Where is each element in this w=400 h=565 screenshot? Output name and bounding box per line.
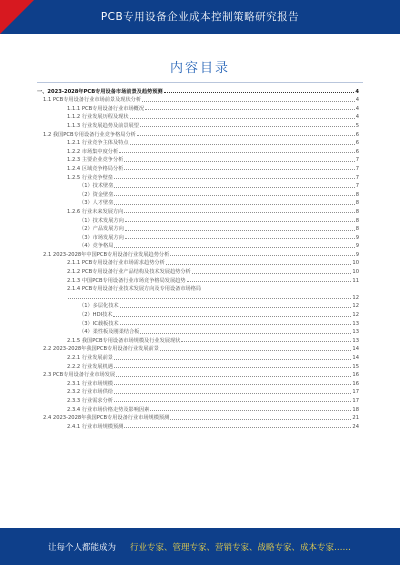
toc-dot-leader xyxy=(150,410,351,411)
toc-entry-title: （3）市场发展方向 xyxy=(79,234,124,241)
toc-entry-title: 2.3.2 行业市场供给 xyxy=(67,389,113,396)
toc-entry[interactable] xyxy=(37,361,359,370)
toc-entry-title: 1.2.1 行业竞争主体及特点 xyxy=(67,140,129,147)
toc-entry-title: （1）技术发展方向 xyxy=(79,217,124,224)
toc-entry-title: （1）多层化技术 xyxy=(79,303,119,310)
toc-entry[interactable] xyxy=(37,258,359,267)
toc-dot-leader xyxy=(116,376,351,377)
toc-dot-leader xyxy=(142,101,355,102)
toc-entry-title: 1.2.3 主要企业竞争分析 xyxy=(67,157,124,164)
toc-page-number: 10 xyxy=(352,260,359,267)
toc-dot-leader xyxy=(145,109,355,110)
toc-entry[interactable] xyxy=(37,370,359,379)
toc-entry[interactable] xyxy=(37,215,359,224)
toc-entry[interactable] xyxy=(37,224,359,233)
toc-page-number: 17 xyxy=(352,389,359,396)
toc-entry-title: 1.2.6 行业未来发展方向 xyxy=(67,208,124,215)
toc-entry[interactable] xyxy=(37,404,359,413)
toc-page-number: 8 xyxy=(355,217,359,224)
toc-page-number: 7 xyxy=(355,165,359,172)
toc-entry[interactable] xyxy=(37,103,359,112)
toc-entry-title: 2.4 2023-2028年我国PCB专用设备行业市场规模预测 xyxy=(43,415,170,422)
toc-entry[interactable] xyxy=(37,172,359,181)
toc-dot-leader xyxy=(181,341,351,342)
toc-entry-title: （2）产品发展方向 xyxy=(79,226,124,233)
toc-entry[interactable] xyxy=(37,241,359,250)
toc-page-number: 8 xyxy=(355,200,359,207)
toc-entry-title: （4）柔性板及刚柔结合板 xyxy=(79,329,140,336)
toc-page-number: 7 xyxy=(355,174,359,181)
toc-entry-title: 2.3 PCB专用设备行业市场发展 xyxy=(43,372,116,379)
toc-dot-leader xyxy=(114,359,351,360)
toc-page-number: 21 xyxy=(352,415,359,422)
toc-dot-leader xyxy=(130,118,355,119)
toc-dot-leader xyxy=(170,419,351,420)
toc-entry[interactable] xyxy=(37,318,359,327)
toc-entry[interactable] xyxy=(37,378,359,387)
toc-entry-title: 2.1.5 我国PCB专用设备市场规模及行业发展现状 xyxy=(67,337,181,344)
toc-dot-leader xyxy=(114,187,354,188)
toc-entry[interactable] xyxy=(37,146,359,155)
toc-entry-title: 2.3.4 行业市场价格走势及影响因素 xyxy=(67,406,150,413)
toc-entry[interactable] xyxy=(37,163,359,172)
toc-page-number: 6 xyxy=(355,131,359,138)
toc-page-number: 16 xyxy=(352,372,359,379)
toc-entry-title: 2.1.3 中国PCB专用设备行业市场竞争格局发展趋势 xyxy=(67,277,186,284)
toc-entry-title: 2.4.1 行业市场规模预测 xyxy=(67,423,124,430)
toc-entry[interactable] xyxy=(37,421,359,430)
toc-entry-title: 2.2 2023-2028年我国PCB专用设备行业发展前景 xyxy=(43,346,159,353)
toc-dot-leader xyxy=(124,161,354,162)
toc-page-number: 12 xyxy=(352,312,359,319)
toc-entry-title: 2.1.4 PCB专用设备行业技术发展方向及专用设备市场格局 xyxy=(67,286,202,293)
toc-entry[interactable] xyxy=(37,138,359,147)
toc-entry[interactable] xyxy=(37,344,359,353)
toc-dot-leader xyxy=(125,221,355,222)
toc-entry-title: 1.2.5 行业竞争壁垒 xyxy=(67,174,113,181)
toc-dot-leader xyxy=(114,195,354,196)
toc-page-number: 13 xyxy=(352,337,359,344)
toc-page-number: 7 xyxy=(355,183,359,190)
footer-roles: 行业专家、管理专家、营销专家、战略专家、成本专家…… xyxy=(130,543,352,553)
toc-entry-title: 1.2.2 市场集中度分析 xyxy=(67,148,119,155)
toc-page-number: 5 xyxy=(355,122,359,129)
toc-dot-leader xyxy=(140,333,351,334)
toc-entry[interactable] xyxy=(37,266,359,275)
toc-dot-leader xyxy=(137,135,355,136)
toc-page-number: 16 xyxy=(352,380,359,387)
toc-entry-title: 1.1 PCB专用设备行业市场前景及现状分析 xyxy=(43,97,142,104)
toc-entry[interactable] xyxy=(37,395,359,404)
toc-page-number: 9 xyxy=(355,251,359,258)
toc-dot-leader xyxy=(120,324,352,325)
toc-page-number: 15 xyxy=(352,363,359,370)
toc-entry[interactable] xyxy=(37,284,359,293)
toc-entry[interactable] xyxy=(37,198,359,207)
toc-entry[interactable] xyxy=(37,120,359,129)
footer-slogan: 让每个人都能成为 xyxy=(48,543,117,553)
toc-dot-leader xyxy=(125,230,355,231)
toc-page-number: 9 xyxy=(355,243,359,250)
toc-entry[interactable] xyxy=(37,86,359,95)
toc-page-number: 4 xyxy=(355,97,359,104)
toc-dot-leader xyxy=(130,144,355,145)
toc-entry[interactable] xyxy=(37,129,359,138)
toc-entry-title: 1.2.4 区域竞争格局分析 xyxy=(67,165,124,172)
toc-page-number: 6 xyxy=(355,140,359,147)
toc-dot-leader xyxy=(160,350,351,351)
toc-page-number: 4 xyxy=(355,105,359,112)
toc-entry[interactable] xyxy=(37,352,359,361)
toc-entry-title: 2.3.1 行业市场规模 xyxy=(67,380,113,387)
toc-page-number: 4 xyxy=(355,114,359,121)
toc-entry[interactable] xyxy=(37,301,359,310)
toc-page-number: 13 xyxy=(352,320,359,327)
toc-entry[interactable] xyxy=(37,387,359,396)
toc-entry[interactable] xyxy=(37,327,359,336)
page-header xyxy=(0,0,400,34)
toc-entry[interactable] xyxy=(37,275,359,284)
toc-dot-leader xyxy=(119,152,355,153)
toc-page-number: 9 xyxy=(355,234,359,241)
toc-page-number: 18 xyxy=(352,406,359,413)
toc-dot-leader xyxy=(68,298,351,299)
toc-entry-title: （1）技术壁垒 xyxy=(79,183,114,190)
toc-dot-leader xyxy=(114,393,351,394)
toc-entry-title: 1.1.2 行业发展历程及现状 xyxy=(67,114,129,121)
toc-entry-title: （3）人才壁垒 xyxy=(79,200,114,207)
toc-page-number: 8 xyxy=(355,226,359,233)
toc-entry-title: 1.2 我国PCB专用设备行业竞争格局分析 xyxy=(43,131,136,138)
toc-entry[interactable] xyxy=(37,309,359,318)
toc-entry[interactable] xyxy=(37,292,359,301)
page-footer xyxy=(0,528,400,565)
toc-page-number: 12 xyxy=(352,303,359,310)
toc-dot-leader xyxy=(166,264,352,265)
toc-entry-title: 2.1 2023-2028年中国PCB专用设备行业发展趋势分析 xyxy=(43,251,170,258)
toc-dot-leader xyxy=(140,126,355,127)
toc-dot-leader xyxy=(120,307,352,308)
toc-entry-title: 2.1.1 PCB专用设备行业市场需求趋势分析 xyxy=(67,260,165,267)
toc-entry[interactable] xyxy=(37,155,359,164)
toc-entry[interactable] xyxy=(37,232,359,241)
toc-dot-leader xyxy=(170,255,354,256)
toc-dot-leader xyxy=(114,401,351,402)
toc-page-number: 14 xyxy=(352,355,359,361)
toc-entry-title: 一、2023-2028年PCB专用设备市场前景及趋势预测 xyxy=(37,88,163,95)
toc-page-number: 14 xyxy=(352,346,359,353)
toc-entry[interactable] xyxy=(37,249,359,258)
toc-dot-leader xyxy=(114,178,355,179)
toc-entry[interactable] xyxy=(37,206,359,215)
toc-entry[interactable] xyxy=(37,112,359,121)
toc-page-number: 8 xyxy=(355,191,359,198)
toc-entry[interactable] xyxy=(37,413,359,422)
toc-entry-title: （2）HDI技术 xyxy=(79,312,113,319)
toc-dot-leader xyxy=(113,316,351,317)
toc-page-number: 11 xyxy=(352,277,359,284)
toc-entry[interactable] xyxy=(37,95,359,104)
toc-dot-leader xyxy=(124,212,354,213)
toc-page-number: 17 xyxy=(352,397,359,404)
toc-entry[interactable] xyxy=(37,189,359,198)
toc-heading-rule xyxy=(37,82,363,83)
toc-entry-title: （4）竞争格局 xyxy=(79,243,114,250)
toc-page-number: 6 xyxy=(355,148,359,155)
toc-dot-leader xyxy=(114,367,351,368)
toc-page-number: 10 xyxy=(352,269,359,276)
toc-heading: 内容目录 xyxy=(169,61,230,76)
toc-entry-title: 2.1.2 PCB专用设备行业产品结构及技术发展趋势分析 xyxy=(67,269,191,276)
toc-dot-leader xyxy=(125,238,355,239)
report-title: PCB专用设备企业成本控制策略研究报告 xyxy=(100,11,300,23)
toc-page-number: 7 xyxy=(355,157,359,164)
toc-dot-leader xyxy=(124,427,351,428)
toc-dot-leader xyxy=(164,92,355,93)
toc-page-number: 24 xyxy=(352,423,359,430)
toc-dot-leader xyxy=(187,281,352,282)
toc-dot-leader xyxy=(192,273,352,274)
toc-entry-title: 2.3.3 行业需求分析 xyxy=(67,397,113,404)
toc-dot-leader xyxy=(124,169,354,170)
table-of-contents xyxy=(37,86,359,430)
toc-page-number: 12 xyxy=(352,294,359,301)
toc-page-number: 8 xyxy=(355,208,359,215)
toc-page-number: 4 xyxy=(355,88,359,95)
toc-entry[interactable] xyxy=(37,181,359,190)
toc-entry-title: 2.2.2 行业发展机遇 xyxy=(67,363,113,370)
toc-entry-title: 2.2.1 行业发展前景 xyxy=(67,355,113,361)
toc-entry-title: 1.1.3 行业发展趋势及前景展望 xyxy=(67,122,139,129)
toc-entry[interactable] xyxy=(37,335,359,344)
toc-entry-title: （3）IC载板技术 xyxy=(79,320,119,327)
toc-entry-title: 1.1.1 PCB专用设备行业市场概况 xyxy=(67,105,145,112)
toc-dot-leader xyxy=(114,247,354,248)
toc-page-number: 13 xyxy=(352,329,359,336)
toc-entry-title: （2）资金壁垒 xyxy=(79,191,114,198)
toc-dot-leader xyxy=(114,384,351,385)
toc-dot-leader xyxy=(114,204,354,205)
